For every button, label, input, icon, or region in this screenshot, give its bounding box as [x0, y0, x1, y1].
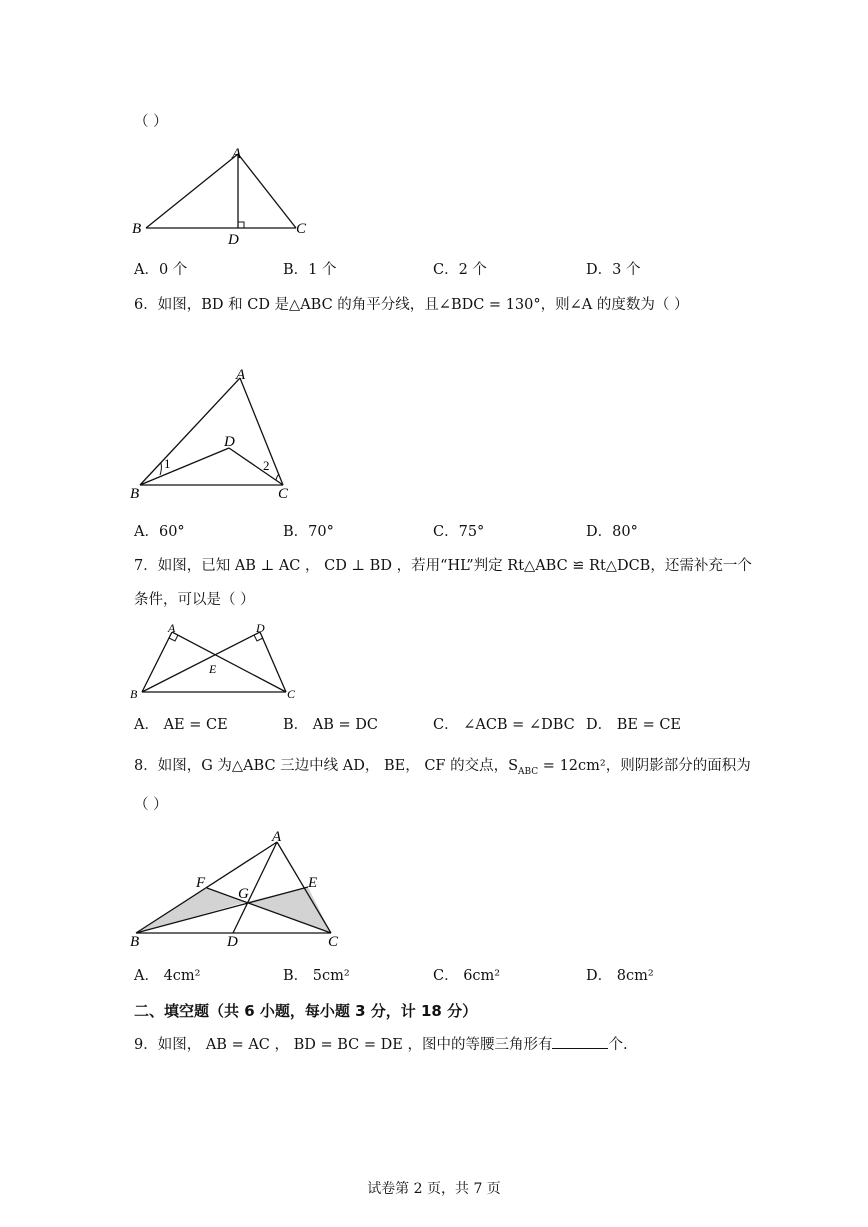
q8-stem-start: 8．如图，G 为△ABC 三边中线 AD， BE， CF 的交点，S	[134, 758, 519, 774]
q6-option-d[interactable]: D．80°	[586, 524, 638, 540]
q7-label-b: B	[130, 687, 138, 701]
section2-title: 二、填空题（共 6 小题，每小题 3 分，计 18 分）	[134, 1002, 478, 1020]
q6-stem: 6．如图，BD 和 CD 是△ABC 的角平分线，且∠BDC = 130°，则∠A 的度数为（ ）	[134, 297, 689, 313]
q5-answer-paren: （ ）	[134, 114, 168, 130]
q6-option-a[interactable]: A．60°	[134, 524, 185, 540]
q6-label-a: A	[236, 367, 246, 383]
q8-label-e: E	[308, 875, 318, 891]
q6-figure	[126, 362, 306, 507]
q8-figure	[126, 826, 346, 950]
q8-stem-subscript: ABC	[518, 766, 539, 777]
q8-label-d: D	[227, 934, 238, 950]
q9-stem	[134, 1034, 628, 1055]
q7-option-d[interactable]: D． BE = CE	[586, 717, 682, 733]
q7-label-d: D	[256, 621, 265, 635]
q7-option-b[interactable]: B． AB = DC	[283, 717, 378, 733]
q5-label-d: D	[228, 232, 239, 248]
q7-figure	[128, 620, 308, 704]
q8-option-b[interactable]: B． 5cm²	[283, 968, 350, 984]
q5-label-a: A	[232, 146, 242, 162]
q5-option-c[interactable]: C．2 个	[433, 262, 487, 278]
q5-figure	[128, 140, 318, 250]
q8-stem-rest: = 12cm²，则阴影部分的面积为	[538, 758, 751, 774]
q6-label-d: D	[224, 434, 235, 450]
q7-stem-line2: 条件，可以是（ ）	[134, 592, 255, 608]
q5-label-b: B	[132, 221, 142, 237]
q7-label-a: A	[168, 621, 176, 635]
q9-answer-blank[interactable]	[552, 1034, 608, 1049]
q7-option-a[interactable]: A． AE = CE	[134, 717, 228, 733]
q7-stem-line1: 7．如图，已知 AB ⊥ AC ， CD ⊥ BD ，若用“HL”判定 Rt△ABC ≌ Rt△DCB，还需补充一个	[134, 558, 752, 574]
q8-stem-line2: （ ）	[134, 797, 168, 813]
q8-option-c[interactable]: C． 6cm²	[433, 968, 501, 984]
q6-angle-2: 2	[263, 458, 270, 473]
q6-label-b: B	[130, 486, 140, 502]
q8-option-d[interactable]: D． 8cm²	[586, 968, 654, 984]
q5-option-a[interactable]: A．0 个	[134, 262, 188, 278]
q8-label-a: A	[272, 829, 282, 845]
q5-option-d[interactable]: D．3 个	[586, 262, 641, 278]
q5-label-c: C	[296, 221, 307, 237]
q6-option-b[interactable]: B．70°	[283, 524, 334, 540]
q9-stem-after: 个.	[608, 1037, 628, 1053]
q9-stem-before: 9．如图， AB = AC ， BD = BC = DE ，图中的等腰三角形有	[134, 1037, 553, 1053]
q7-option-c[interactable]: C． ∠ACB = ∠DBC	[433, 717, 575, 733]
q8-label-c: C	[328, 934, 339, 950]
page-footer: 试卷第 2 页，共 7 页	[367, 1181, 501, 1197]
q7-label-e: E	[209, 662, 217, 676]
q7-label-c: C	[287, 687, 296, 701]
q8-label-f: F	[196, 875, 206, 891]
q5-option-b[interactable]: B．1 个	[283, 262, 337, 278]
q8-stem-line1	[134, 756, 751, 782]
q6-angle-1: 1	[164, 456, 171, 471]
q8-option-a[interactable]: A． 4cm²	[134, 968, 201, 984]
q8-label-b: B	[130, 934, 140, 950]
q6-label-c: C	[278, 486, 289, 502]
q8-label-g: G	[238, 886, 249, 902]
q6-option-c[interactable]: C．75°	[433, 524, 485, 540]
